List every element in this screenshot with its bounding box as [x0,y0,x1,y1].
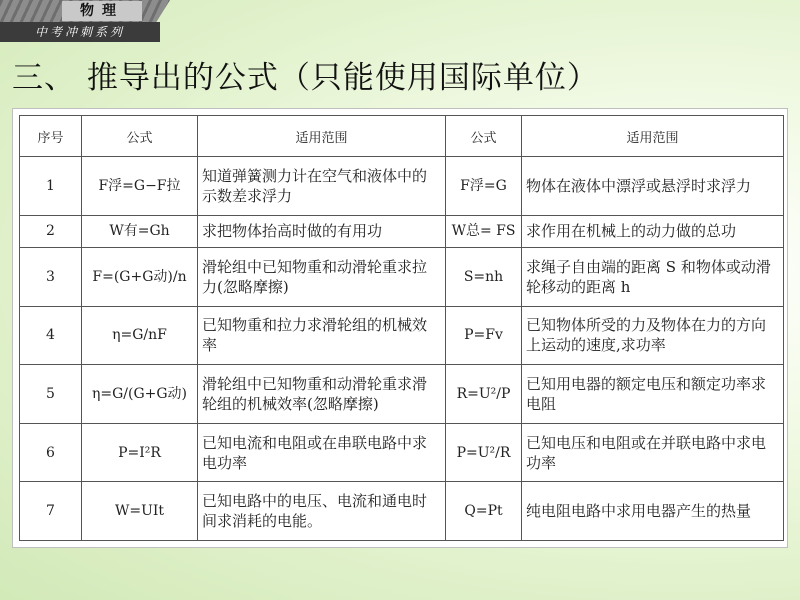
formula-cell: W总= FS [446,215,522,248]
header-formula-b: 公式 [446,116,522,157]
formula-cell: S=nh [446,248,522,307]
scope-cell: 物体在液体中漂浮或悬浮时求浮力 [522,157,784,216]
scope-cell: 滑轮组中已知物重和动滑轮重求拉力(忽略摩擦) [198,248,446,307]
scope-cell: 求作用在机械上的动力做的总功 [522,215,784,248]
table-row [20,482,784,541]
row-index: 2 [20,215,82,248]
table-row [20,423,784,482]
table-row [20,248,784,307]
header-index: 序号 [20,116,82,157]
scope-cell: 已知物体所受的力及物体在力的方向上运动的速度,求功率 [522,306,784,365]
row-index: 4 [20,306,82,365]
table-header-row [20,116,784,157]
scope-cell: 求绳子自由端的距离 S 和物体或动滑轮移动的距离 h [522,248,784,307]
table-row [20,306,784,365]
scope-cell: 知道弹簧测力计在空气和液体中的示数差求浮力 [198,157,446,216]
formula-table-panel [12,108,788,548]
formula-cell: P=Fv [446,306,522,365]
row-index: 3 [20,248,82,307]
scope-cell: 纯电阻电路中求用电器产生的热量 [522,482,784,541]
formula-cell: F浮=G−F拉 [82,157,198,216]
formula-cell: F浮=G [446,157,522,216]
formula-cell: W=UIt [82,482,198,541]
scope-cell: 已知电路中的电压、电流和通电时间求消耗的电能。 [198,482,446,541]
badge-series: 中考冲刺系列 [0,22,160,42]
formula-cell: P=I²R [82,423,198,482]
formula-cell: Q=Pt [446,482,522,541]
badge-subject: 物理 [62,1,142,21]
row-index: 6 [20,423,82,482]
formula-cell: η=G/nF [82,306,198,365]
scope-cell: 已知用电器的额定电压和额定功率求电阻 [522,365,784,424]
scope-cell: 求把物体抬高时做的有用功 [198,215,446,248]
header-formula-a: 公式 [82,116,198,157]
table-row [20,365,784,424]
formula-cell: P=U²/R [446,423,522,482]
formula-cell: η=G/(G+G动) [82,365,198,424]
row-index: 7 [20,482,82,541]
formula-cell: W有=Gh [82,215,198,248]
scope-cell: 已知电流和电阻或在串联电路中求电功率 [198,423,446,482]
header-scope-b: 适用范围 [522,116,784,157]
formula-table [19,115,784,541]
table-row [20,215,784,248]
table-row [20,157,784,216]
row-index: 1 [20,157,82,216]
formula-cell: R=U²/P [446,365,522,424]
row-index: 5 [20,365,82,424]
scope-cell: 已知电压和电阻或在并联电路中求电功率 [522,423,784,482]
scope-cell: 滑轮组中已知物重和动滑轮重求滑轮组的机械效率(忽略摩擦) [198,365,446,424]
header-scope-a: 适用范围 [198,116,446,157]
series-badge [0,0,170,42]
page-title: 三、 推导出的公式（只能使用国际单位） [12,60,599,96]
scope-cell: 已知物重和拉力求滑轮组的机械效率 [198,306,446,365]
formula-cell: F=(G+G动)/n [82,248,198,307]
